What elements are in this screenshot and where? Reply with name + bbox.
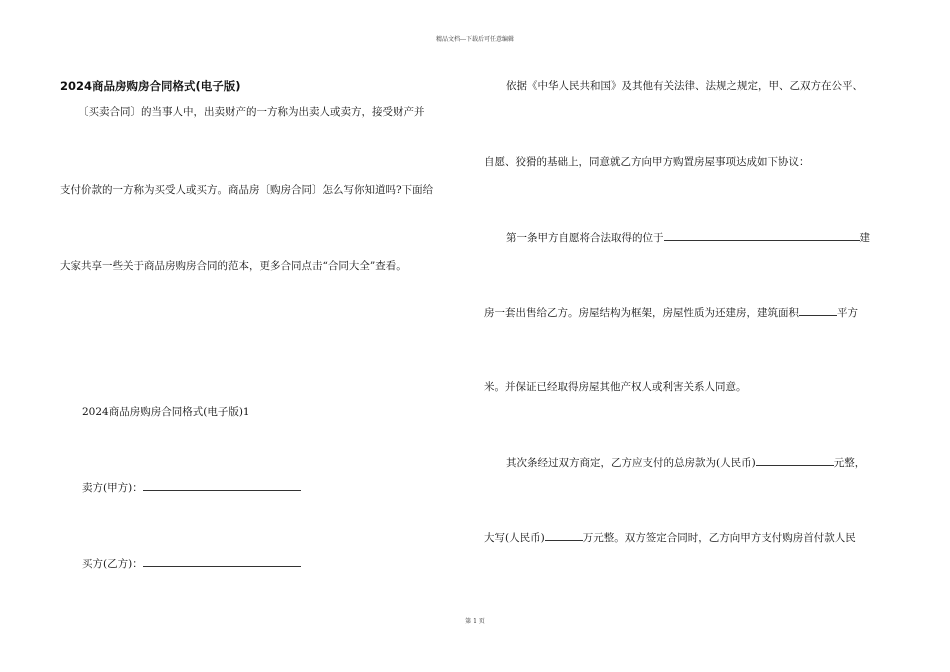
article-1-line	[506, 230, 870, 245]
article-1-text-end: 建	[859, 232, 870, 244]
buyer-field	[82, 556, 301, 571]
price-line	[506, 455, 865, 470]
area-blank[interactable]	[799, 305, 837, 316]
area-unit: 平方	[837, 307, 858, 319]
area-line	[484, 305, 858, 320]
buyer-label: 买方(乙方)：	[82, 558, 143, 570]
document-title: 2024商品房购房合同格式(电子版)	[60, 79, 241, 93]
buyer-blank[interactable]	[143, 556, 301, 567]
intro-line-3: 大家共享一些关于商品房购房合同的范本，更多合同点击“合同大全”查看。	[60, 260, 407, 272]
price-blank[interactable]	[756, 455, 834, 466]
article-1-text: 第一条甲方自愿将合法取得的位于	[506, 232, 664, 244]
consent-line: 米。并保证已经取得房屋其他产权人或利害关系人同意。	[484, 381, 747, 393]
location-blank[interactable]	[664, 230, 860, 241]
right-line-1: 依据《中华人民共和国》及其他有关法律、法规之规定，甲、乙双方在公平、	[506, 80, 863, 92]
uppercase-price-text: 大写(人民币)	[484, 532, 545, 544]
price-text: 其次条经过双方商定，乙方应支付的总房款为(人民币)	[506, 457, 756, 469]
seller-blank[interactable]	[143, 480, 301, 491]
page-header: 精品文档---下载后可任意编辑	[435, 36, 515, 43]
section-title: 2024商品房购房合同格式(电子版)1	[82, 406, 250, 418]
seller-field	[82, 480, 301, 495]
intro-line-2: 支付价款的一方称为买受人或买方。商品房〔购房合同〕怎么写你知道吗?下面给	[60, 184, 434, 196]
page-footer: 第 1 页	[465, 618, 485, 625]
uppercase-price-blank[interactable]	[545, 530, 583, 541]
area-text: 房一套出售给乙方。房屋结构为框架，房屋性质为还建房，建筑面积	[484, 307, 799, 319]
uppercase-price-line	[484, 530, 856, 545]
intro-line-1: 〔买卖合同〕的当事人中，出卖财产的一方称为出卖人或卖方，接受财产并	[78, 106, 425, 118]
seller-label: 卖方(甲方)：	[82, 482, 143, 494]
price-unit: 元整，	[833, 457, 866, 469]
right-line-2: 自愿、狡猾的基础上，同意就乙方向甲方购置房屋事项达成如下协议：	[484, 156, 810, 168]
down-payment-text: 万元整。双方签定合同时，乙方向甲方支付购房首付款人民	[582, 532, 856, 544]
